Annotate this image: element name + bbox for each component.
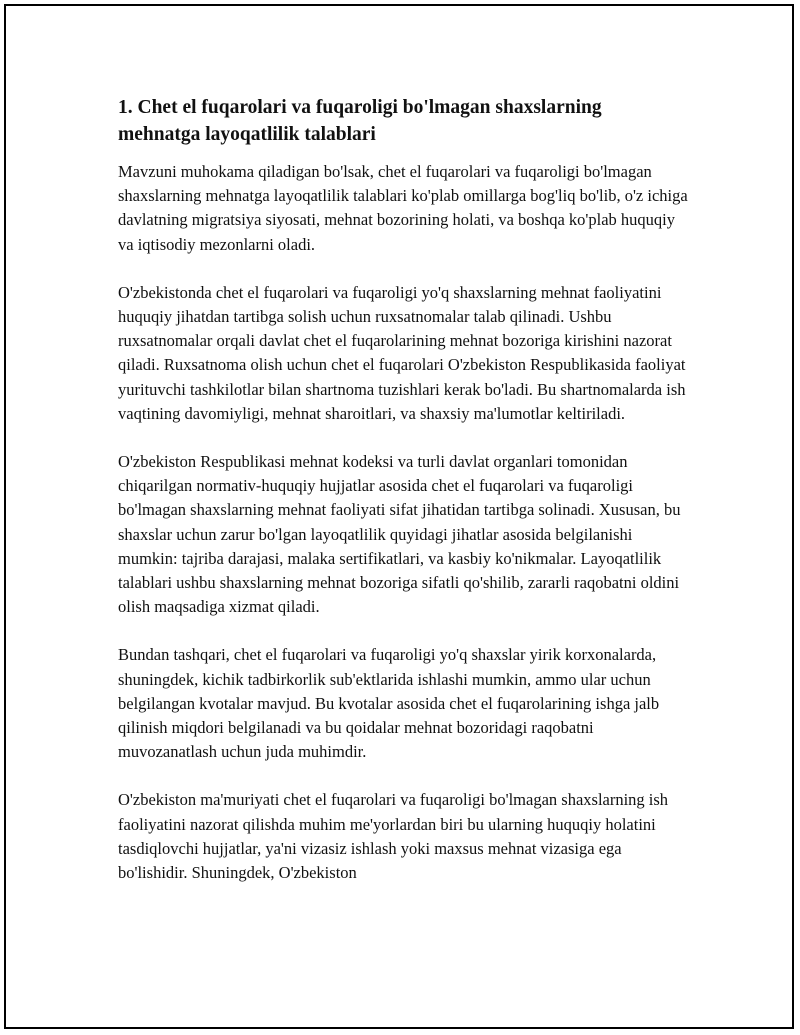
section-heading: 1. Chet el fuqarolari va fuqaroligi bo'lmagan shaxslarning mehnatga layoqatlilik talablari <box>118 97 602 145</box>
paragraph-2: O'zbekistonda chet el fuqarolari va fuqaroligi yo'q shaxslarning mehnat faoliyatini huquqiy jihatdan tartibga solish uchun ruxsatnomalar talab qilinadi. Ushbu ruxsatnomalar orqali davlat chet el fuqarolarining mehnat bozoriga kirishini nazorat qiladi. Ruxsatnoma olish uchun chet el fuqarolari O'zbekiston Respublikasida faoliyat yurituvchi tashkilotlar bilan shartnoma tuzishlari kerak bo'ladi. Bu shartnomalarda ish vaqtining davomiyligi, mehnat sharoitlari, va shaxsiy ma'lumotlar keltiriladi. <box>118 282 686 423</box>
paragraph-3: O'zbekiston Respublikasi mehnat kodeksi va turli davlat organlari tomonidan chiqarilgan normativ-huquqiy hujjatlar asosida chet el fuqarolari va fuqaroligi bo'lmagan shaxslarning mehnat faoliyati sifat jihatidan tartibga solinadi. Xususan, bu shaxslar uchun zarur bo'lgan layoqatlilik quyidagi jihatlar asosida belgilanishi mumkin: tajriba darajasi, malaka sertifikatlari, va kasbiy ko'nikmalar. Layoqatlilik talablari ushbu shaxslarning mehnat bozoriga sifatli qo'shilib, zararli raqobatni oldini olish maqsadiga xizmat qiladi. <box>118 452 681 617</box>
paragraph-4: Bundan tashqari, chet el fuqarolari va fuqaroligi yo'q shaxslar yirik korxonalarda, shuningdek, kichik tadbirkorlik sub'ektlarida ishlashi mumkin, ammo ular uchun belgilangan kvotalar mavjud. Bu kvotalar asosida chet el fuqarolarining ishga jalb qilinish miqdori belgilanadi va bu qoidalar mehnat bozoridagi raqobatni muvozanatlash uchun juda muhimdir. <box>118 645 660 762</box>
document-body <box>118 94 688 909</box>
paragraph-1: Mavzuni muhokama qiladigan bo'lsak, chet el fuqarolari va fuqaroligi bo'lmagan shaxslarning mehnatga layoqatlilik talablari ko'plab omillarga bog'liq bo'lib, o'z ichiga davlatning migratsiya siyosati, mehnat bozorining holati, va boshqa ko'plab huquqiy va iqtisodiy mezonlarni oladi. <box>118 162 688 254</box>
paragraph-5: O'zbekiston ma'muriyati chet el fuqarolari va fuqaroligi bo'lmagan shaxslarning ish faoliyatini nazorat qilishda muhim me'yorlardan biri bu ularning huquqiy holatini tasdiqlovchi hujjatlar, ya'ni vizasiz ishlash yoki maxsus mehnat vizasiga ega bo'lishidir. Shuningdek, O'zbekiston <box>118 790 669 883</box>
